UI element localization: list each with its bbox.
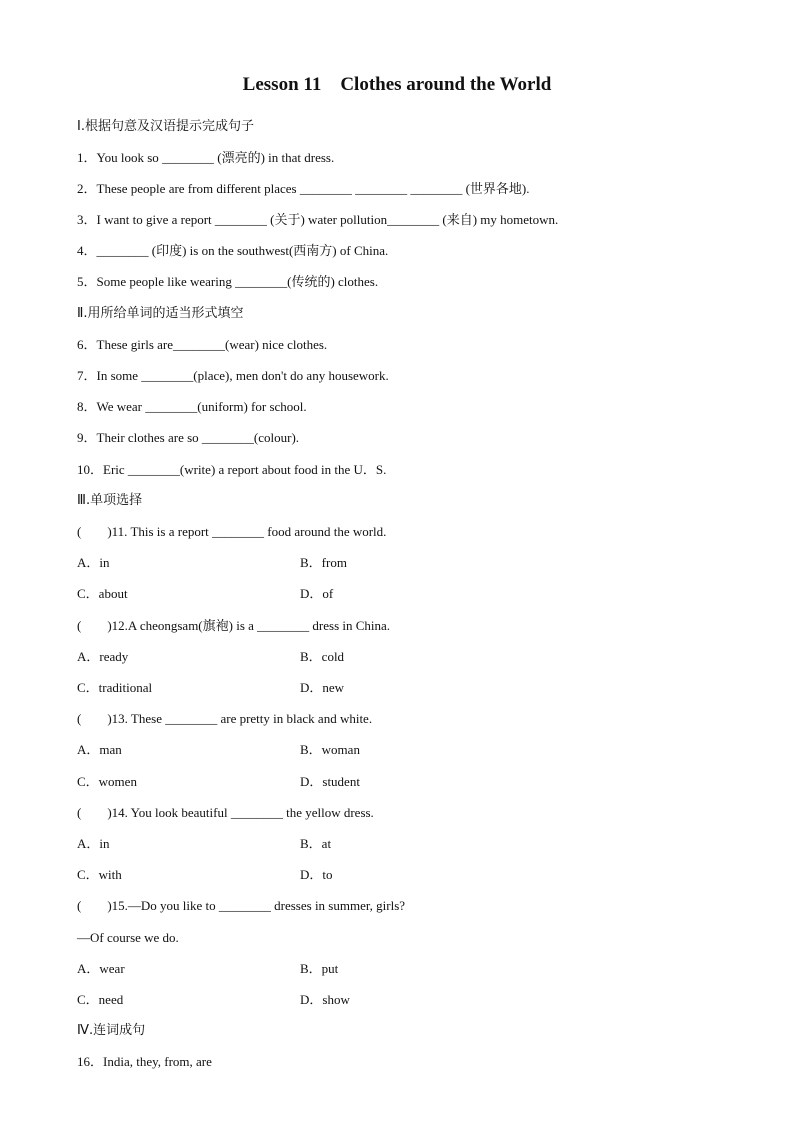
question-line: ( )12.A cheongsam(旗袍) is a ________ dress in China.: [77, 618, 391, 633]
option-c: C．women: [77, 774, 137, 789]
question-line: 1．You look so ________ (漂亮的) in that dress.: [77, 150, 335, 165]
question-line: 4．________ (印度) is on the southwest(西南方) of China.: [77, 243, 389, 258]
option-a: A．in: [77, 555, 110, 570]
question-line: ( )13. These ________ are pretty in black and white.: [77, 711, 373, 726]
option-d: D．new: [300, 680, 345, 695]
section-heading: Ⅲ.单项选择: [77, 493, 143, 508]
question-line: ( )14. You look beautiful ________ the yellow dress.: [77, 805, 374, 820]
option-a: A．wear: [77, 961, 125, 976]
option-a: A．man: [77, 742, 122, 757]
page-title: Lesson 11 Clothes around the World: [242, 74, 552, 95]
dialogue-answer: —Of course we do.: [77, 930, 179, 945]
question-line: 6．These girls are________(wear) nice clothes.: [77, 337, 328, 352]
option-b: B．from: [300, 555, 347, 570]
option-b: B．woman: [300, 742, 360, 757]
section-heading: Ⅱ.用所给单词的适当形式填空: [77, 306, 244, 321]
section-heading: Ⅰ.根据句意及汉语提示完成句子: [77, 119, 254, 134]
question-line: ( )15.—Do you like to ________ dresses in summer, girls?: [77, 898, 406, 913]
option-d: D．show: [300, 992, 350, 1007]
option-b: B．put: [300, 961, 339, 976]
option-c: C．traditional: [77, 680, 153, 695]
option-d: D．student: [300, 774, 360, 789]
option-d: D．to: [300, 867, 333, 882]
section-heading: Ⅳ.连词成句: [77, 1023, 146, 1038]
option-b: B．cold: [300, 649, 345, 664]
option-a: A．in: [77, 836, 110, 851]
question-line: 3．I want to give a report ________ (关于) water pollution________ (来自) my hometown.: [77, 212, 559, 227]
option-c: C．with: [77, 867, 122, 882]
question-line: 10．Eric ________(write) a report about food in the U．S.: [77, 462, 387, 477]
question-line: 9．Their clothes are so ________(colour).: [77, 430, 300, 445]
question-line: 8．We wear ________(uniform) for school.: [77, 399, 307, 414]
question-line: 5．Some people like wearing ________(传统的) clothes.: [77, 274, 379, 289]
option-c: C．need: [77, 992, 124, 1007]
question-line: ( )11. This is a report ________ food around the world.: [77, 524, 387, 539]
option-a: A．ready: [77, 649, 129, 664]
option-c: C．about: [77, 586, 128, 601]
option-d: D．of: [300, 586, 334, 601]
option-b: B．at: [300, 836, 332, 851]
question-line: 7．In some ________(place), men don't do any housework.: [77, 368, 389, 383]
question-line: 16．India, they, from, are: [77, 1054, 212, 1069]
question-line: 2．These people are from different places ________ ________ ________ (世界各地).: [77, 181, 530, 196]
